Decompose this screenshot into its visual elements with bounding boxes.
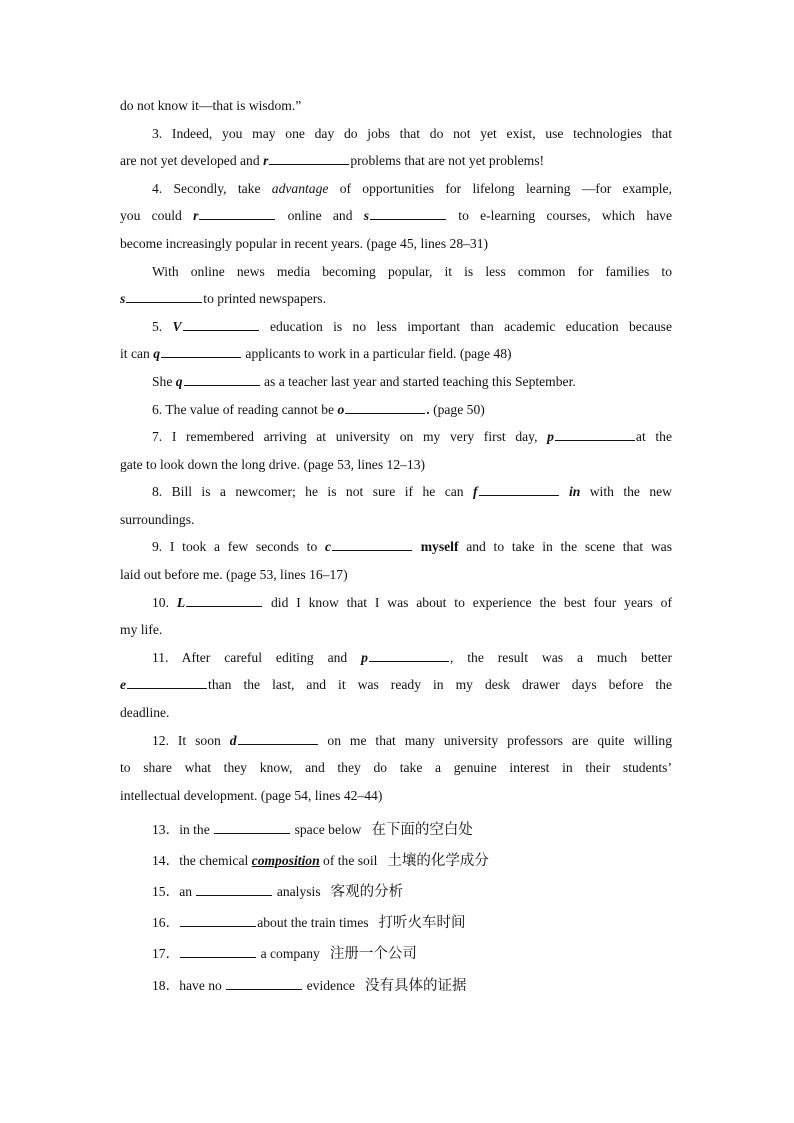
- answer-blank[interactable]: [214, 820, 290, 834]
- answer-blank[interactable]: [238, 731, 318, 745]
- answer-blank[interactable]: [555, 427, 635, 441]
- question-10-line2: my life.: [120, 622, 163, 637]
- answer-blank[interactable]: [370, 206, 446, 220]
- answer-blank[interactable]: [479, 482, 559, 496]
- vocab-item-18: 18．have no evidence 没有具体的证据: [152, 978, 467, 994]
- vocab-item-13: 13．in the space below 在下面的空白处: [152, 822, 473, 838]
- question-3: 3. Indeed, you may one day do jobs that do not yet exist, use technologies that: [152, 126, 672, 141]
- answer-blank[interactable]: [196, 882, 272, 896]
- question-4-line2: you could r online and s to e-learning courses, which have: [120, 208, 673, 223]
- answer-blank[interactable]: [183, 317, 259, 331]
- answer-blank[interactable]: [226, 976, 302, 990]
- question-7-line2: gate to look down the long drive. (page 53, lines 12–13): [120, 457, 426, 472]
- answer-blank[interactable]: [186, 593, 262, 607]
- question-5-example: She q as a teacher last year and started teaching this September.: [152, 374, 576, 389]
- question-8-line2: surroundings.: [120, 512, 195, 527]
- vocab-item-15: 15．an analysis 客观的分析: [152, 884, 404, 900]
- answer-blank[interactable]: [180, 913, 256, 927]
- answer-blank[interactable]: [180, 944, 256, 958]
- answer-blank[interactable]: [126, 289, 202, 303]
- answer-blank[interactable]: [184, 372, 260, 386]
- answer-blank[interactable]: [345, 400, 425, 414]
- question-3-line2: are not yet developed and r problems that are not yet problems!: [120, 153, 545, 168]
- question-11-line2: e than the last, and it was ready in my desk drawer days before the: [120, 677, 672, 692]
- question-4-line3: become increasingly popular in recent years. (page 45, lines 28–31): [120, 236, 489, 251]
- question-9-line2: laid out before me. (page 53, lines 16–17): [120, 567, 348, 582]
- answer-blank[interactable]: [161, 344, 241, 358]
- text-line: do not know it—that is wisdom.”: [120, 98, 302, 113]
- question-7: 7. I remembered arriving at university on my very first day, p at the: [152, 429, 672, 444]
- question-10: 10. L did I know that I was about to experience the best four years of: [152, 595, 672, 610]
- vocab-item-16: 16． about the train times 打听火车时间: [152, 915, 466, 931]
- question-12-line3: intellectual development. (page 54, lines 42–44): [120, 788, 383, 803]
- question-8: 8. Bill is a newcomer; he is not sure if he can f in with the new: [152, 484, 672, 499]
- question-5-line2: it can q applicants to work in a particular field. (page 48): [120, 346, 512, 361]
- question-12: 12. It soon d on me that many university professors are quite willing: [152, 733, 672, 748]
- vocab-item-14: 14．the chemical composition of the soil 土壤的化学成分: [152, 853, 489, 869]
- question-5: 5. V education is no less important than academic education because: [152, 319, 673, 334]
- question-4-example: With online news media becoming popular, it is less common for families to: [152, 264, 672, 279]
- answer-blank[interactable]: [369, 648, 449, 662]
- answer-blank[interactable]: [127, 675, 207, 689]
- question-4-example-line2: s to printed newspapers.: [120, 291, 326, 306]
- question-9: 9. I took a few seconds to c myself and to take in the scene that was: [152, 539, 672, 554]
- question-4: 4. Secondly, take advantage of opportunities for lifelong learning —for example,: [152, 181, 672, 196]
- answer-blank[interactable]: [199, 206, 275, 220]
- answer-blank[interactable]: [332, 537, 412, 551]
- answer-blank[interactable]: [269, 151, 349, 165]
- question-6: 6. The value of reading cannot be o . (page 50): [152, 402, 485, 417]
- question-11-line3: deadline.: [120, 705, 170, 720]
- question-11: 11. After careful editing and p , the result was a much better: [152, 650, 672, 665]
- question-12-line2: to share what they know, and they do take a genuine interest in their students’: [120, 760, 672, 775]
- vocab-item-17: 17． a company 注册一个公司: [152, 946, 417, 962]
